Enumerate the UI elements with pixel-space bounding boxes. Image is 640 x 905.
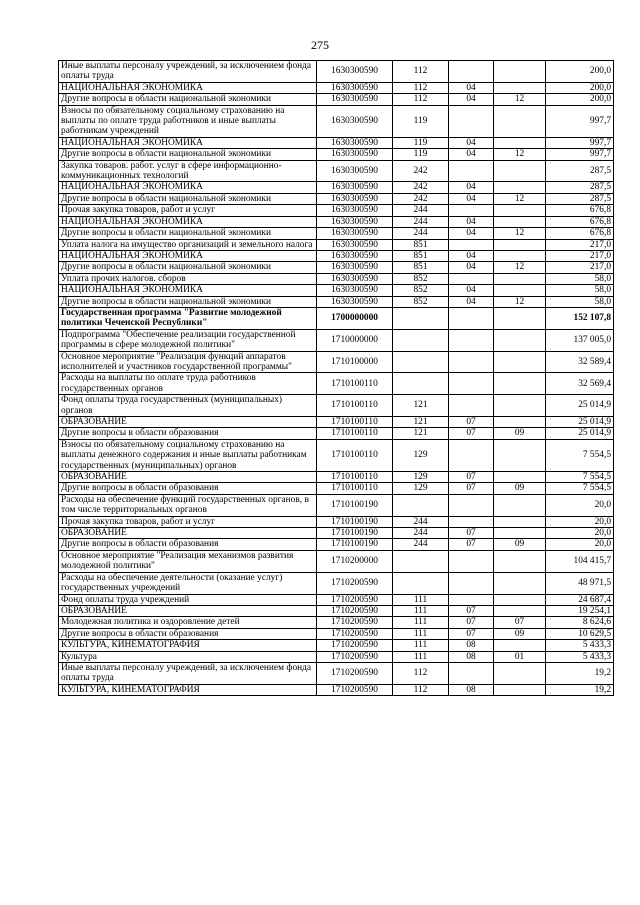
cell-name: Подпрограмма "Обеспечение реализации государственной программы в сфере молодежной политики" bbox=[59, 329, 317, 351]
cell-name: НАЦИОНАЛЬНАЯ ЭКОНОМИКА bbox=[59, 250, 317, 261]
cell-vr: 129 bbox=[393, 472, 449, 483]
page-number: 275 bbox=[311, 38, 329, 52]
cell-rz bbox=[449, 329, 494, 351]
cell-code: 1710000000 bbox=[317, 329, 393, 351]
cell-vr: 244 bbox=[393, 216, 449, 227]
cell-name: КУЛЬТУРА, КИНЕМАТОГРАФИЯ bbox=[59, 640, 317, 651]
cell-vr: 851 bbox=[393, 250, 449, 261]
cell-vr: 121 bbox=[393, 417, 449, 428]
cell-name: ОБРАЗОВАНИЕ bbox=[59, 472, 317, 483]
cell-name: Другие вопросы в области национальной экономики bbox=[59, 228, 317, 239]
cell-sum: 287,5 bbox=[546, 193, 614, 204]
cell-code: 1710200000 bbox=[317, 550, 393, 572]
table-row bbox=[59, 628, 614, 639]
table-row bbox=[59, 296, 614, 307]
cell-sum: 7 554,5 bbox=[546, 472, 614, 483]
table-row bbox=[59, 428, 614, 439]
cell-vr bbox=[393, 351, 449, 373]
cell-vr: 121 bbox=[393, 428, 449, 439]
cell-pr bbox=[494, 61, 546, 83]
cell-sum: 217,0 bbox=[546, 239, 614, 250]
cell-vr: 112 bbox=[393, 82, 449, 93]
cell-rz bbox=[449, 494, 494, 516]
cell-pr: 07 bbox=[494, 617, 546, 628]
cell-code: 1710200590 bbox=[317, 640, 393, 651]
cell-pr bbox=[494, 137, 546, 148]
table-row bbox=[59, 329, 614, 351]
cell-rz bbox=[449, 160, 494, 182]
cell-sum: 137 005,0 bbox=[546, 329, 614, 351]
cell-code: 1630300590 bbox=[317, 160, 393, 182]
table-row bbox=[59, 351, 614, 373]
table-row bbox=[59, 472, 614, 483]
cell-vr: 244 bbox=[393, 205, 449, 216]
cell-code: 1710100000 bbox=[317, 351, 393, 373]
cell-code: 1630300590 bbox=[317, 149, 393, 160]
cell-rz bbox=[449, 439, 494, 471]
table-row bbox=[59, 516, 614, 527]
cell-code: 1710100110 bbox=[317, 417, 393, 428]
cell-name: Другие вопросы в области образования bbox=[59, 628, 317, 639]
cell-name: КУЛЬТУРА, КИНЕМАТОГРАФИЯ bbox=[59, 684, 317, 695]
cell-sum: 58,0 bbox=[546, 273, 614, 284]
cell-code: 1710100110 bbox=[317, 395, 393, 417]
cell-sum: 20,0 bbox=[546, 516, 614, 527]
cell-pr: 09 bbox=[494, 539, 546, 550]
cell-sum: 20,0 bbox=[546, 494, 614, 516]
table-row bbox=[59, 160, 614, 182]
cell-vr: 119 bbox=[393, 137, 449, 148]
cell-vr: 111 bbox=[393, 594, 449, 605]
cell-pr bbox=[494, 285, 546, 296]
cell-name: ОБРАЗОВАНИЕ bbox=[59, 528, 317, 539]
cell-code: 1630300590 bbox=[317, 82, 393, 93]
cell-name: Культура bbox=[59, 651, 317, 662]
cell-rz: 08 bbox=[449, 651, 494, 662]
cell-sum: 997,7 bbox=[546, 105, 614, 137]
cell-vr: 242 bbox=[393, 182, 449, 193]
cell-rz: 07 bbox=[449, 628, 494, 639]
cell-code: 1710200590 bbox=[317, 684, 393, 695]
cell-sum: 19 254,1 bbox=[546, 605, 614, 616]
cell-sum: 7 554,5 bbox=[546, 483, 614, 494]
cell-sum: 200,0 bbox=[546, 82, 614, 93]
cell-code: 1710200590 bbox=[317, 662, 393, 684]
cell-rz bbox=[449, 373, 494, 395]
table-row bbox=[59, 94, 614, 105]
cell-sum: 19,2 bbox=[546, 684, 614, 695]
cell-name: Основное мероприятие "Реализация функций аппаратов исполнителей и участников государственной программы" bbox=[59, 351, 317, 373]
cell-rz bbox=[449, 594, 494, 605]
cell-sum: 32 569,4 bbox=[546, 373, 614, 395]
cell-rz bbox=[449, 395, 494, 417]
cell-pr bbox=[494, 605, 546, 616]
table-row bbox=[59, 651, 614, 662]
cell-name: Иные выплаты персоналу учреждений, за исключением фонда оплаты труда bbox=[59, 61, 317, 83]
cell-pr bbox=[494, 516, 546, 527]
cell-rz bbox=[449, 662, 494, 684]
cell-vr: 119 bbox=[393, 105, 449, 137]
cell-code: 1630300590 bbox=[317, 250, 393, 261]
cell-vr bbox=[393, 572, 449, 594]
budget-table bbox=[58, 60, 614, 696]
cell-rz bbox=[449, 61, 494, 83]
cell-sum: 8 624,6 bbox=[546, 617, 614, 628]
cell-name: Фонд оплаты труда государственных (муниципальных) органов bbox=[59, 395, 317, 417]
table-row bbox=[59, 528, 614, 539]
cell-code: 1630300590 bbox=[317, 205, 393, 216]
cell-pr bbox=[494, 528, 546, 539]
cell-code: 1710100190 bbox=[317, 528, 393, 539]
cell-pr bbox=[494, 160, 546, 182]
table-row bbox=[59, 250, 614, 261]
cell-rz: 07 bbox=[449, 617, 494, 628]
table-row bbox=[59, 273, 614, 284]
cell-vr: 112 bbox=[393, 684, 449, 695]
cell-sum: 287,5 bbox=[546, 160, 614, 182]
cell-vr: 244 bbox=[393, 528, 449, 539]
cell-name: НАЦИОНАЛЬНАЯ ЭКОНОМИКА bbox=[59, 82, 317, 93]
cell-sum: 10 629,5 bbox=[546, 628, 614, 639]
cell-rz: 07 bbox=[449, 528, 494, 539]
cell-pr bbox=[494, 550, 546, 572]
cell-sum: 24 687,4 bbox=[546, 594, 614, 605]
table-row bbox=[59, 182, 614, 193]
cell-sum: 58,0 bbox=[546, 296, 614, 307]
cell-pr bbox=[494, 373, 546, 395]
cell-code: 1710200590 bbox=[317, 617, 393, 628]
table-row bbox=[59, 262, 614, 273]
cell-vr: 111 bbox=[393, 651, 449, 662]
cell-rz: 04 bbox=[449, 262, 494, 273]
cell-sum: 5 433,3 bbox=[546, 651, 614, 662]
cell-vr bbox=[393, 373, 449, 395]
cell-rz: 08 bbox=[449, 640, 494, 651]
cell-name: Другие вопросы в области образования bbox=[59, 428, 317, 439]
table-row bbox=[59, 285, 614, 296]
cell-sum: 676,8 bbox=[546, 216, 614, 227]
cell-pr bbox=[494, 205, 546, 216]
table-row bbox=[59, 105, 614, 137]
cell-name: Другие вопросы в области национальной экономики bbox=[59, 149, 317, 160]
cell-code: 1710100190 bbox=[317, 539, 393, 550]
cell-pr bbox=[494, 273, 546, 284]
cell-pr bbox=[494, 472, 546, 483]
cell-code: 1630300590 bbox=[317, 216, 393, 227]
cell-code: 1630300590 bbox=[317, 182, 393, 193]
table-row bbox=[59, 137, 614, 148]
cell-code: 1710200590 bbox=[317, 651, 393, 662]
table-row bbox=[59, 216, 614, 227]
cell-pr bbox=[494, 82, 546, 93]
cell-code: 1710100110 bbox=[317, 439, 393, 471]
cell-name: Взносы по обязательному социальному страхованию на выплаты денежного содержания и иные выплаты работникам государственных (муниципальных) органов bbox=[59, 439, 317, 471]
cell-sum: 48 971,5 bbox=[546, 572, 614, 594]
cell-vr bbox=[393, 329, 449, 351]
cell-rz: 07 bbox=[449, 417, 494, 428]
cell-pr: 09 bbox=[494, 628, 546, 639]
cell-sum: 20,0 bbox=[546, 528, 614, 539]
cell-sum: 5 433,3 bbox=[546, 640, 614, 651]
cell-rz: 07 bbox=[449, 472, 494, 483]
cell-vr: 111 bbox=[393, 628, 449, 639]
cell-sum: 19,2 bbox=[546, 662, 614, 684]
table-row bbox=[59, 594, 614, 605]
cell-name: Другие вопросы в области национальной экономики bbox=[59, 262, 317, 273]
cell-code: 1630300590 bbox=[317, 61, 393, 83]
cell-sum: 25 014,9 bbox=[546, 428, 614, 439]
cell-rz: 04 bbox=[449, 296, 494, 307]
cell-name: Расходы на выплаты по оплате труда работников государственных органов bbox=[59, 373, 317, 395]
cell-sum: 217,0 bbox=[546, 250, 614, 261]
cell-vr bbox=[393, 307, 449, 329]
table-row bbox=[59, 494, 614, 516]
cell-rz bbox=[449, 239, 494, 250]
cell-code: 1630300590 bbox=[317, 137, 393, 148]
cell-vr: 129 bbox=[393, 439, 449, 471]
cell-name: Основное мероприятие "Реализация механизмов развития молодежной политики" bbox=[59, 550, 317, 572]
cell-code: 1710100110 bbox=[317, 472, 393, 483]
cell-pr bbox=[494, 494, 546, 516]
cell-code: 1630300590 bbox=[317, 228, 393, 239]
cell-sum: 104 415,7 bbox=[546, 550, 614, 572]
table-row bbox=[59, 82, 614, 93]
cell-vr: 244 bbox=[393, 539, 449, 550]
cell-name: Государственная программа "Развитие молодежной политики Чеченской Республики" bbox=[59, 307, 317, 329]
cell-code: 1710200590 bbox=[317, 572, 393, 594]
cell-pr bbox=[494, 307, 546, 329]
cell-rz bbox=[449, 273, 494, 284]
cell-rz: 07 bbox=[449, 428, 494, 439]
cell-vr: 852 bbox=[393, 285, 449, 296]
cell-sum: 997,7 bbox=[546, 137, 614, 148]
table-row bbox=[59, 149, 614, 160]
cell-sum: 287,5 bbox=[546, 182, 614, 193]
cell-rz: 04 bbox=[449, 94, 494, 105]
cell-code: 1630300590 bbox=[317, 296, 393, 307]
cell-name: Уплата налога на имущество организаций и земельного налога bbox=[59, 239, 317, 250]
cell-sum: 25 014,9 bbox=[546, 395, 614, 417]
cell-pr: 12 bbox=[494, 193, 546, 204]
cell-vr: 112 bbox=[393, 662, 449, 684]
cell-vr: 119 bbox=[393, 149, 449, 160]
cell-name: НАЦИОНАЛЬНАЯ ЭКОНОМИКА bbox=[59, 182, 317, 193]
cell-rz: 04 bbox=[449, 137, 494, 148]
cell-code: 1630300590 bbox=[317, 94, 393, 105]
cell-sum: 200,0 bbox=[546, 61, 614, 83]
cell-rz: 07 bbox=[449, 605, 494, 616]
cell-vr: 242 bbox=[393, 193, 449, 204]
cell-rz: 08 bbox=[449, 684, 494, 695]
table-row bbox=[59, 572, 614, 594]
cell-name: НАЦИОНАЛЬНАЯ ЭКОНОМИКА bbox=[59, 216, 317, 227]
cell-name: Прочая закупка товаров, работ и услуг bbox=[59, 516, 317, 527]
cell-pr: 09 bbox=[494, 483, 546, 494]
cell-code: 1710200590 bbox=[317, 628, 393, 639]
cell-rz bbox=[449, 105, 494, 137]
table-row bbox=[59, 662, 614, 684]
cell-name: Молодежная политика и оздоровление детей bbox=[59, 617, 317, 628]
cell-pr bbox=[494, 105, 546, 137]
cell-code: 1710100110 bbox=[317, 428, 393, 439]
cell-rz: 04 bbox=[449, 193, 494, 204]
cell-name: Фонд оплаты труда учреждений bbox=[59, 594, 317, 605]
cell-sum: 676,8 bbox=[546, 228, 614, 239]
cell-code: 1630300590 bbox=[317, 285, 393, 296]
cell-vr bbox=[393, 494, 449, 516]
cell-vr: 851 bbox=[393, 239, 449, 250]
cell-sum: 20,0 bbox=[546, 539, 614, 550]
cell-rz: 07 bbox=[449, 483, 494, 494]
table-row bbox=[59, 61, 614, 83]
cell-pr: 01 bbox=[494, 651, 546, 662]
table-row bbox=[59, 640, 614, 651]
cell-vr: 111 bbox=[393, 640, 449, 651]
cell-name: Другие вопросы в области образования bbox=[59, 483, 317, 494]
cell-rz: 04 bbox=[449, 182, 494, 193]
cell-sum: 25 014,9 bbox=[546, 417, 614, 428]
cell-name: Другие вопросы в области национальной экономики bbox=[59, 94, 317, 105]
cell-pr bbox=[494, 395, 546, 417]
cell-code: 1630300590 bbox=[317, 239, 393, 250]
cell-pr bbox=[494, 594, 546, 605]
table-row bbox=[59, 417, 614, 428]
cell-name: Уплата прочих налогов. сборов bbox=[59, 273, 317, 284]
cell-vr: 851 bbox=[393, 262, 449, 273]
cell-vr: 112 bbox=[393, 94, 449, 105]
cell-vr: 111 bbox=[393, 605, 449, 616]
cell-code: 1710100110 bbox=[317, 373, 393, 395]
cell-vr: 244 bbox=[393, 228, 449, 239]
table-row bbox=[59, 307, 614, 329]
table-row bbox=[59, 239, 614, 250]
cell-name: Расходы на обеспечение функций государственных органов, в том числе территориальных органов bbox=[59, 494, 317, 516]
cell-name: Иные выплаты персоналу учреждений, за исключением фонда оплаты труда bbox=[59, 662, 317, 684]
table-row bbox=[59, 483, 614, 494]
cell-code: 1630300590 bbox=[317, 193, 393, 204]
cell-pr: 12 bbox=[494, 94, 546, 105]
table-row bbox=[59, 550, 614, 572]
cell-name: Взносы по обязательному социальному страхованию на выплаты по оплате труда работников и иные выплаты работникам учреждений bbox=[59, 105, 317, 137]
cell-pr bbox=[494, 216, 546, 227]
cell-name: ОБРАЗОВАНИЕ bbox=[59, 605, 317, 616]
cell-pr: 12 bbox=[494, 149, 546, 160]
cell-vr: 852 bbox=[393, 296, 449, 307]
cell-name: Другие вопросы в области национальной экономики bbox=[59, 296, 317, 307]
cell-rz bbox=[449, 572, 494, 594]
cell-code: 1630300590 bbox=[317, 273, 393, 284]
cell-sum: 200,0 bbox=[546, 94, 614, 105]
cell-sum: 7 554,5 bbox=[546, 439, 614, 471]
cell-name: Другие вопросы в области образования bbox=[59, 539, 317, 550]
cell-rz: 04 bbox=[449, 228, 494, 239]
cell-code: 1710200590 bbox=[317, 605, 393, 616]
cell-rz bbox=[449, 307, 494, 329]
cell-pr bbox=[494, 182, 546, 193]
cell-code: 1630300590 bbox=[317, 105, 393, 137]
cell-pr bbox=[494, 239, 546, 250]
cell-rz bbox=[449, 205, 494, 216]
table-row bbox=[59, 617, 614, 628]
cell-rz: 04 bbox=[449, 149, 494, 160]
cell-pr bbox=[494, 572, 546, 594]
cell-code: 1710100190 bbox=[317, 494, 393, 516]
table-row bbox=[59, 605, 614, 616]
cell-name: Прочая закупка товаров, работ и услуг bbox=[59, 205, 317, 216]
cell-name: НАЦИОНАЛЬНАЯ ЭКОНОМИКА bbox=[59, 285, 317, 296]
cell-pr bbox=[494, 351, 546, 373]
cell-vr: 244 bbox=[393, 516, 449, 527]
cell-sum: 676,8 bbox=[546, 205, 614, 216]
cell-pr: 09 bbox=[494, 428, 546, 439]
table-row bbox=[59, 439, 614, 471]
cell-pr bbox=[494, 250, 546, 261]
cell-rz: 04 bbox=[449, 250, 494, 261]
table-row bbox=[59, 373, 614, 395]
cell-pr bbox=[494, 417, 546, 428]
table-row bbox=[59, 684, 614, 695]
cell-vr: 129 bbox=[393, 483, 449, 494]
cell-rz: 04 bbox=[449, 285, 494, 296]
cell-name: НАЦИОНАЛЬНАЯ ЭКОНОМИКА bbox=[59, 137, 317, 148]
table-row bbox=[59, 228, 614, 239]
cell-rz bbox=[449, 550, 494, 572]
cell-code: 1710200590 bbox=[317, 594, 393, 605]
table-row bbox=[59, 539, 614, 550]
cell-code: 1630300590 bbox=[317, 262, 393, 273]
cell-sum: 152 107,8 bbox=[546, 307, 614, 329]
table-row bbox=[59, 193, 614, 204]
cell-sum: 32 589,4 bbox=[546, 351, 614, 373]
cell-pr: 12 bbox=[494, 228, 546, 239]
cell-pr bbox=[494, 684, 546, 695]
cell-rz: 04 bbox=[449, 82, 494, 93]
cell-vr: 242 bbox=[393, 160, 449, 182]
cell-name: Расходы на обеспечение деятельности (оказание услуг) государственных учреждений bbox=[59, 572, 317, 594]
table-row bbox=[59, 205, 614, 216]
cell-pr bbox=[494, 329, 546, 351]
cell-pr bbox=[494, 640, 546, 651]
cell-pr: 12 bbox=[494, 262, 546, 273]
cell-pr bbox=[494, 439, 546, 471]
cell-code: 1700000000 bbox=[317, 307, 393, 329]
cell-rz: 07 bbox=[449, 539, 494, 550]
cell-sum: 217,0 bbox=[546, 262, 614, 273]
cell-pr: 12 bbox=[494, 296, 546, 307]
cell-name: ОБРАЗОВАНИЕ bbox=[59, 417, 317, 428]
cell-name: Другие вопросы в области национальной экономики bbox=[59, 193, 317, 204]
cell-vr: 111 bbox=[393, 617, 449, 628]
cell-sum: 997,7 bbox=[546, 149, 614, 160]
cell-vr: 121 bbox=[393, 395, 449, 417]
table-row bbox=[59, 395, 614, 417]
cell-rz bbox=[449, 351, 494, 373]
budget-table-body bbox=[59, 61, 614, 696]
cell-sum: 58,0 bbox=[546, 285, 614, 296]
cell-rz: 04 bbox=[449, 216, 494, 227]
cell-code: 1710100190 bbox=[317, 516, 393, 527]
cell-vr: 112 bbox=[393, 61, 449, 83]
cell-name: Закупка товаров. работ. услуг в сфере информационно-коммуникационных технологий bbox=[59, 160, 317, 182]
cell-code: 1710100110 bbox=[317, 483, 393, 494]
cell-rz bbox=[449, 516, 494, 527]
cell-vr bbox=[393, 550, 449, 572]
cell-pr bbox=[494, 662, 546, 684]
cell-vr: 852 bbox=[393, 273, 449, 284]
